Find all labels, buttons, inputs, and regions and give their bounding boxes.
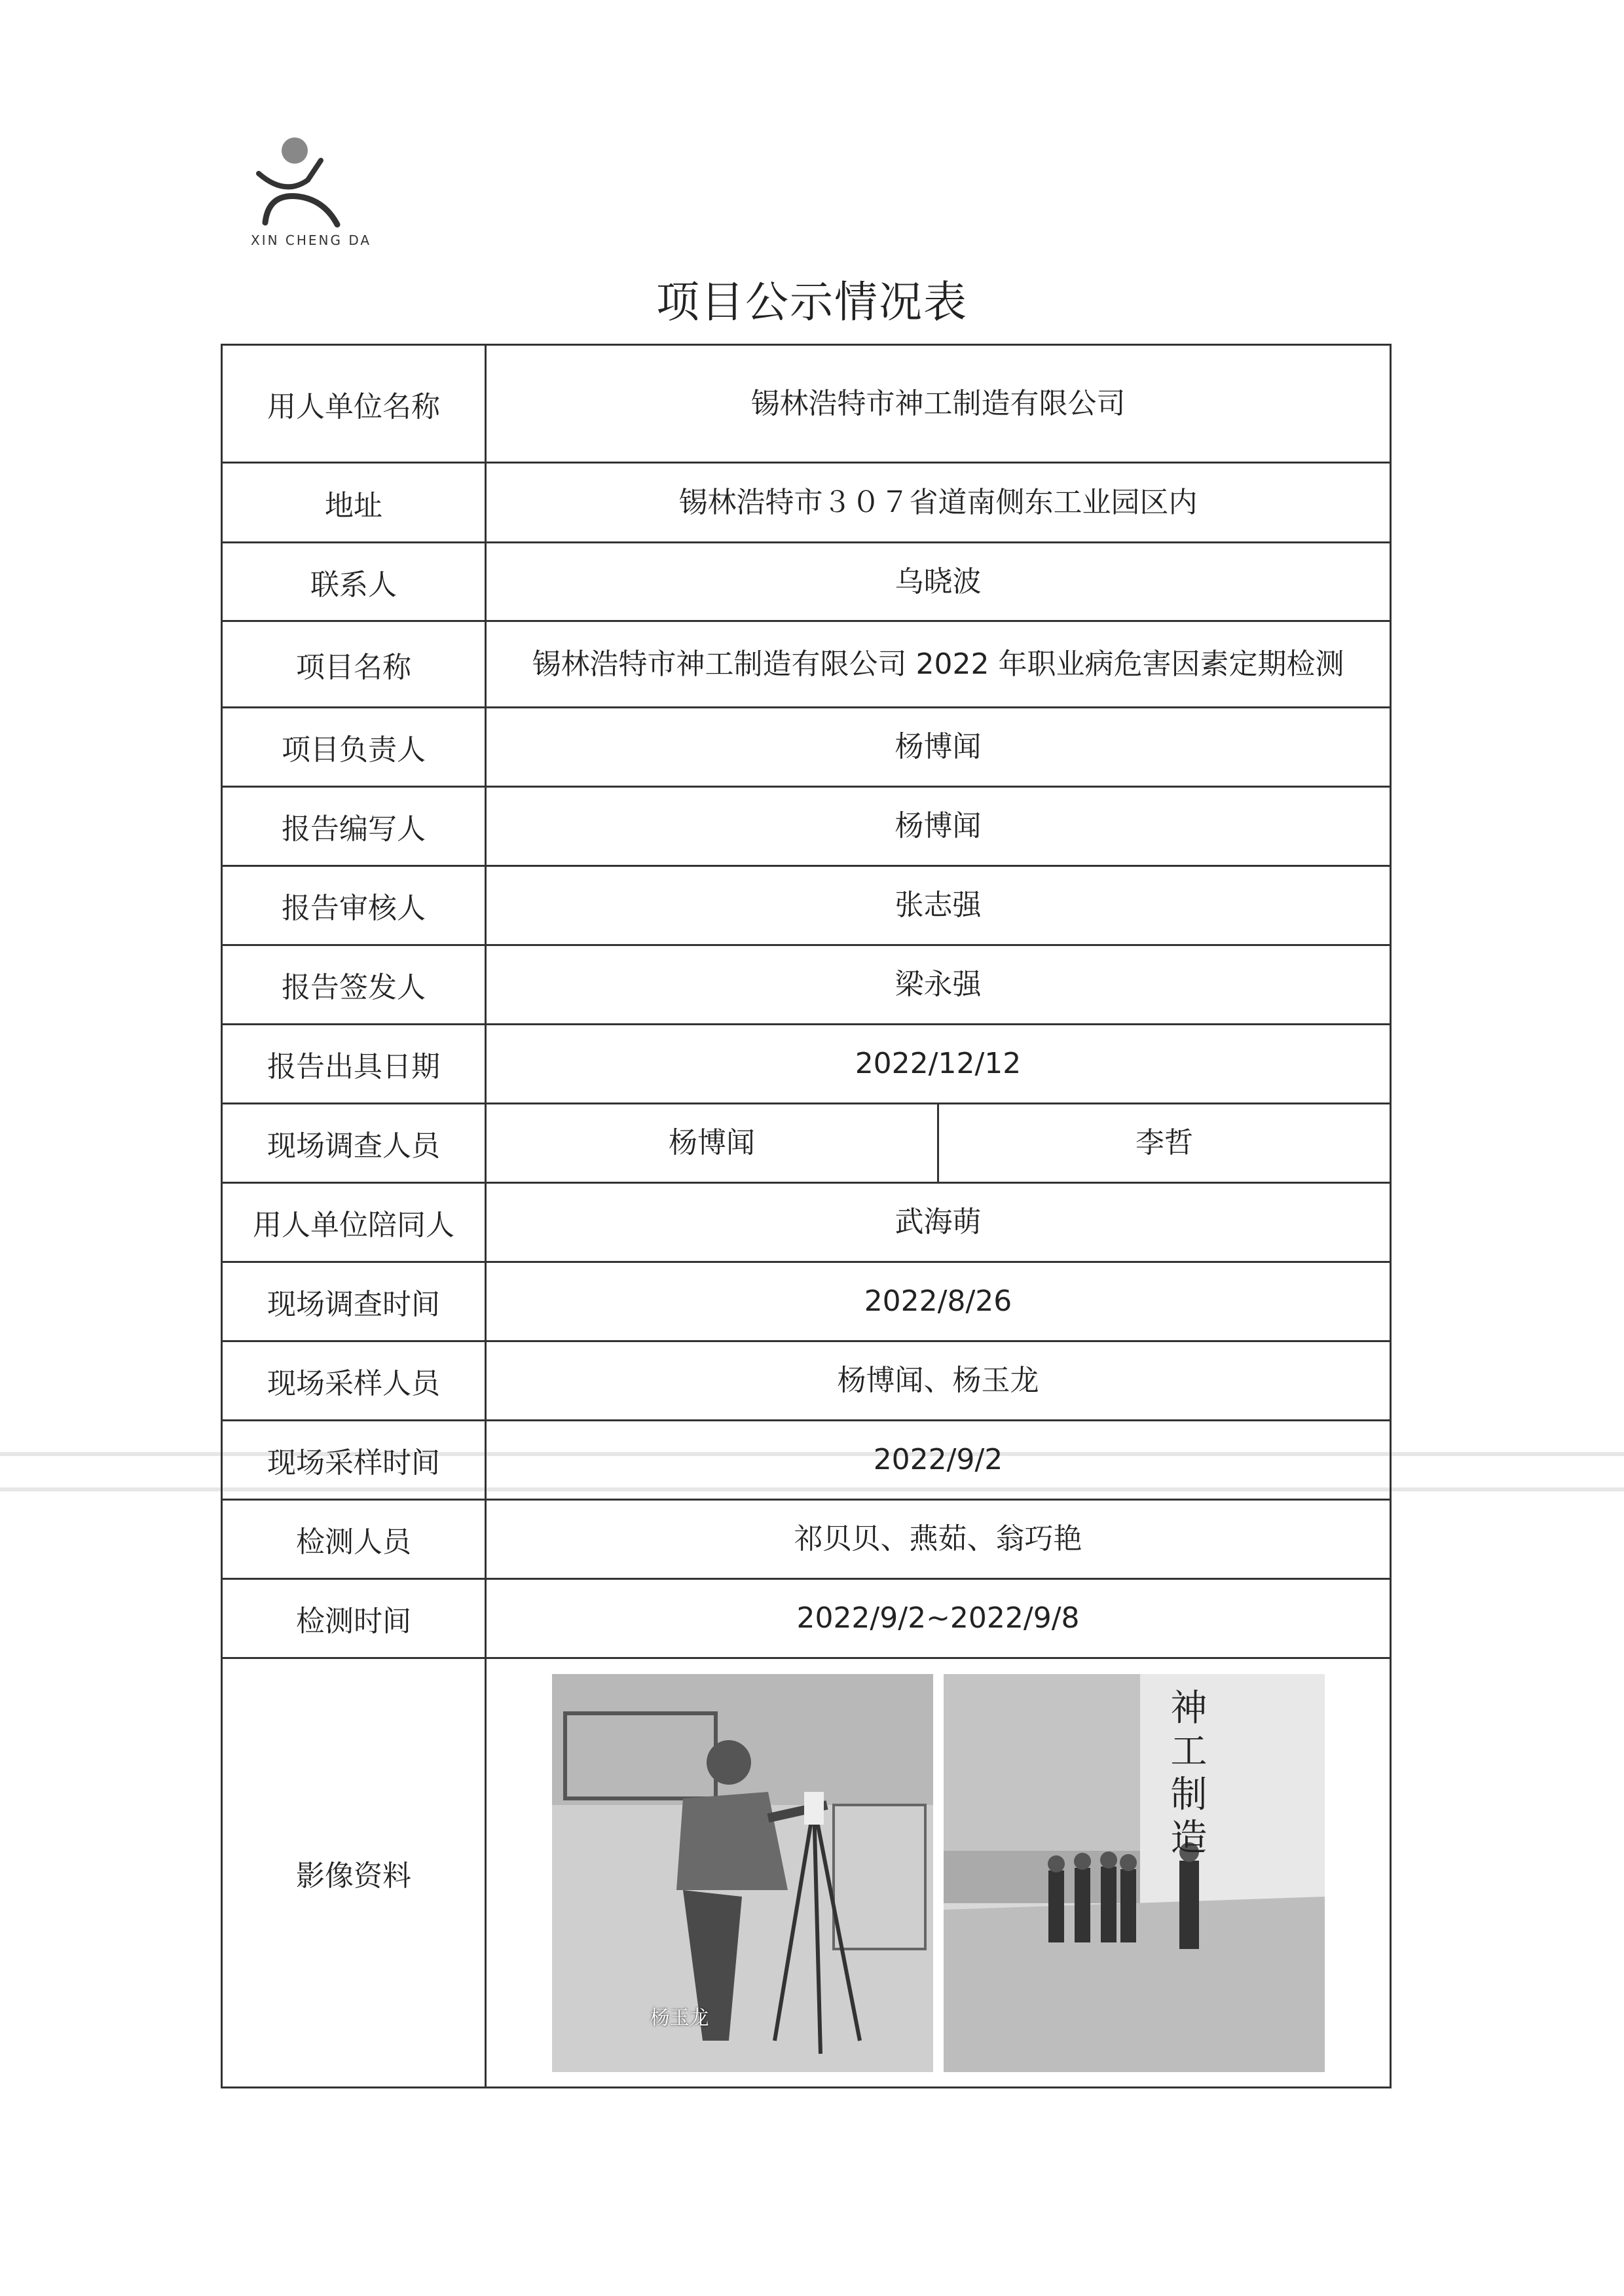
- table-row: [222, 708, 1391, 787]
- row-value-1: 杨博闻: [486, 1104, 938, 1183]
- row-value: 张志强: [486, 866, 1391, 945]
- row-label: 报告审核人: [222, 866, 486, 945]
- table-row: [222, 543, 1391, 621]
- row-label: 现场调查人员: [222, 1104, 486, 1183]
- table-row: [222, 866, 1391, 945]
- table-row: [222, 787, 1391, 866]
- row-value: 2022/9/2: [486, 1421, 1391, 1500]
- logo-text: XIN CHENG DA: [251, 232, 372, 248]
- table-row: [222, 345, 1391, 463]
- row-value: 2022/9/2~2022/9/8: [486, 1579, 1391, 1658]
- table-row: [222, 1341, 1391, 1421]
- table-row: [222, 945, 1391, 1025]
- row-value: 祁贝贝、燕茹、翁巧艳: [486, 1500, 1391, 1579]
- row-label: 联系人: [222, 543, 486, 621]
- row-value: 杨博闻、杨玉龙: [486, 1341, 1391, 1421]
- row-value: 杨博闻: [486, 787, 1391, 866]
- row-label: 现场采样人员: [222, 1341, 486, 1421]
- table-row: [222, 1262, 1391, 1341]
- building-sign: 神工制造: [1170, 1686, 1208, 1859]
- row-label: 用人单位陪同人: [222, 1183, 486, 1262]
- row-value: 杨博闻: [486, 708, 1391, 787]
- site-photo-left: [552, 1674, 933, 2072]
- row-value: 乌晓波: [486, 543, 1391, 621]
- row-value: 2022/8/26: [486, 1262, 1391, 1341]
- row-label: 用人单位名称: [222, 345, 486, 463]
- row-value: 梁永强: [486, 945, 1391, 1025]
- row-label: 现场调查时间: [222, 1262, 486, 1341]
- table-row: [222, 1658, 1391, 2088]
- table-row: [222, 1025, 1391, 1104]
- row-label: 项目名称: [222, 621, 486, 708]
- row-label: 检测时间: [222, 1579, 486, 1658]
- table-row: [222, 1183, 1391, 1262]
- table-row: [222, 463, 1391, 543]
- row-label: 检测人员: [222, 1500, 486, 1579]
- row-label: 报告出具日期: [222, 1025, 486, 1104]
- table-row: [222, 621, 1391, 708]
- photo-caption: 杨玉龙: [650, 2006, 709, 2030]
- table-row: [222, 1579, 1391, 1658]
- row-label: 项目负责人: [222, 708, 486, 787]
- table-row: [222, 1500, 1391, 1579]
- row-value: 武海萌: [486, 1183, 1391, 1262]
- page-title: 项目公示情况表: [656, 277, 968, 327]
- row-value: 锡林浩特市３０７省道南侧东工业园区内: [486, 463, 1391, 543]
- row-value: 锡林浩特市神工制造有限公司 2022 年职业病危害因素定期检测: [486, 621, 1391, 708]
- row-value: 锡林浩特市神工制造有限公司: [486, 345, 1391, 463]
- site-photo-right: [944, 1674, 1325, 2072]
- table-row: [222, 1421, 1391, 1500]
- row-value: 2022/12/12: [486, 1025, 1391, 1104]
- photo-cell: [486, 1658, 1391, 2088]
- row-label: 现场采样时间: [222, 1421, 486, 1500]
- info-table: [221, 344, 1392, 2088]
- row-label: 地址: [222, 463, 486, 543]
- row-label: 影像资料: [222, 1658, 486, 2088]
- row-label: 报告编写人: [222, 787, 486, 866]
- table-row: [222, 1104, 1391, 1183]
- row-label: 报告签发人: [222, 945, 486, 1025]
- row-value-2: 李哲: [938, 1104, 1391, 1183]
